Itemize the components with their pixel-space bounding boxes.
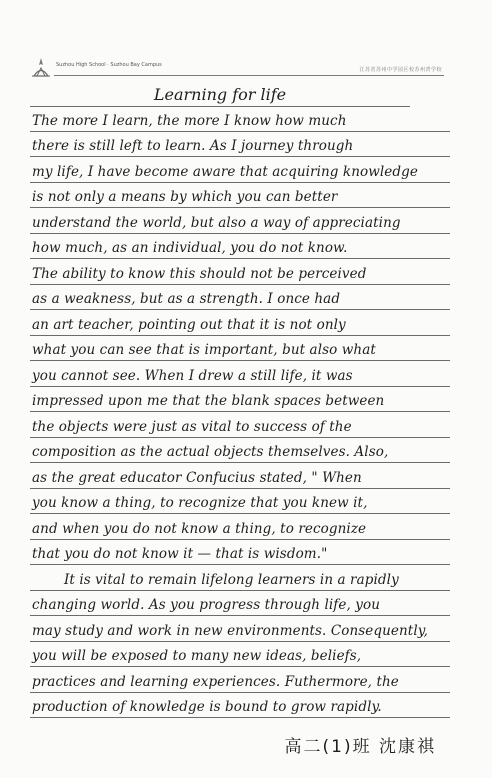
text-line xyxy=(30,132,450,158)
line-text: you will be exposed to many new ideas, beliefs, xyxy=(32,648,362,664)
text-line xyxy=(30,285,450,311)
text-line xyxy=(30,438,450,464)
text-line xyxy=(30,106,450,132)
text-line xyxy=(30,412,450,438)
line-text: may study and work in new environments. Consequently, xyxy=(32,622,429,639)
line-text: the objects were just as vital to success of the xyxy=(32,418,352,435)
text-line xyxy=(30,234,450,260)
line-text: practices and learning experiences. Futhermore, the xyxy=(32,673,399,690)
text-line xyxy=(30,616,450,642)
text-line xyxy=(30,642,450,668)
text-line xyxy=(30,387,450,413)
text-line xyxy=(30,463,450,489)
line-text: It is vital to remain lifelong learners in a rapidly xyxy=(64,571,399,588)
line-text: impressed upon me that the blank spaces between xyxy=(32,393,385,409)
text-line xyxy=(30,565,450,591)
line-text: my life, I have become aware that acquiring knowledge xyxy=(32,163,418,180)
line-text: you know a thing, to recognize that you knew it, xyxy=(32,495,368,511)
line-text: changing world. As you progress through life, you xyxy=(32,597,381,613)
title-line xyxy=(30,86,410,107)
line-text: as a weakness, but as a strength. I once had xyxy=(32,291,341,307)
text-line xyxy=(30,157,450,183)
text-line xyxy=(30,208,450,234)
text-line xyxy=(30,540,450,566)
text-line xyxy=(30,591,450,617)
essay-title: Learning for life xyxy=(153,85,287,104)
student-signature: 高二(1)班 沈康祺 xyxy=(284,737,436,757)
text-line xyxy=(30,183,450,209)
line-text: composition as the actual objects themselves. Also, xyxy=(32,444,389,460)
letterhead xyxy=(30,56,450,78)
line-text: that you do not know it — that is wisdom." xyxy=(32,546,328,562)
line-text: is not only a means by which you can better xyxy=(32,189,338,205)
text-line xyxy=(30,361,450,387)
school-motto: 江苏省苏州中学园区校苏州湾学校 xyxy=(359,67,442,73)
text-line xyxy=(30,514,450,540)
line-text: and when you do not know a thing, to recognize xyxy=(32,520,367,537)
line-text: The ability to know this should not be perceived xyxy=(32,265,367,282)
line-text: production of knowledge is bound to grow rapidly. xyxy=(32,699,382,715)
essay-body xyxy=(30,106,450,718)
text-line xyxy=(30,489,450,515)
text-line xyxy=(30,336,450,362)
line-text: how much, as an individual, you do not know. xyxy=(32,240,348,256)
line-text: as the great educator Confucius stated, " When xyxy=(32,469,362,486)
school-logo-icon xyxy=(30,56,52,78)
line-text: The more I learn, the more I know how much xyxy=(32,112,347,129)
line-text: there is still left to learn. As I journey through xyxy=(32,138,354,154)
line-text: understand the world, but also a way of appreciating xyxy=(32,214,401,231)
text-line xyxy=(30,693,450,719)
school-name: Suzhou High School · Suzhou Bay Campus xyxy=(56,62,162,68)
header-rule xyxy=(54,75,444,76)
line-text: an art teacher, pointing out that it is not only xyxy=(32,316,346,333)
text-line xyxy=(30,259,450,285)
text-line xyxy=(30,310,450,336)
text-line xyxy=(30,667,450,693)
line-text: what you can see that is important, but also what xyxy=(32,342,376,358)
line-text: you cannot see. When I drew a still life, it was xyxy=(32,367,353,384)
